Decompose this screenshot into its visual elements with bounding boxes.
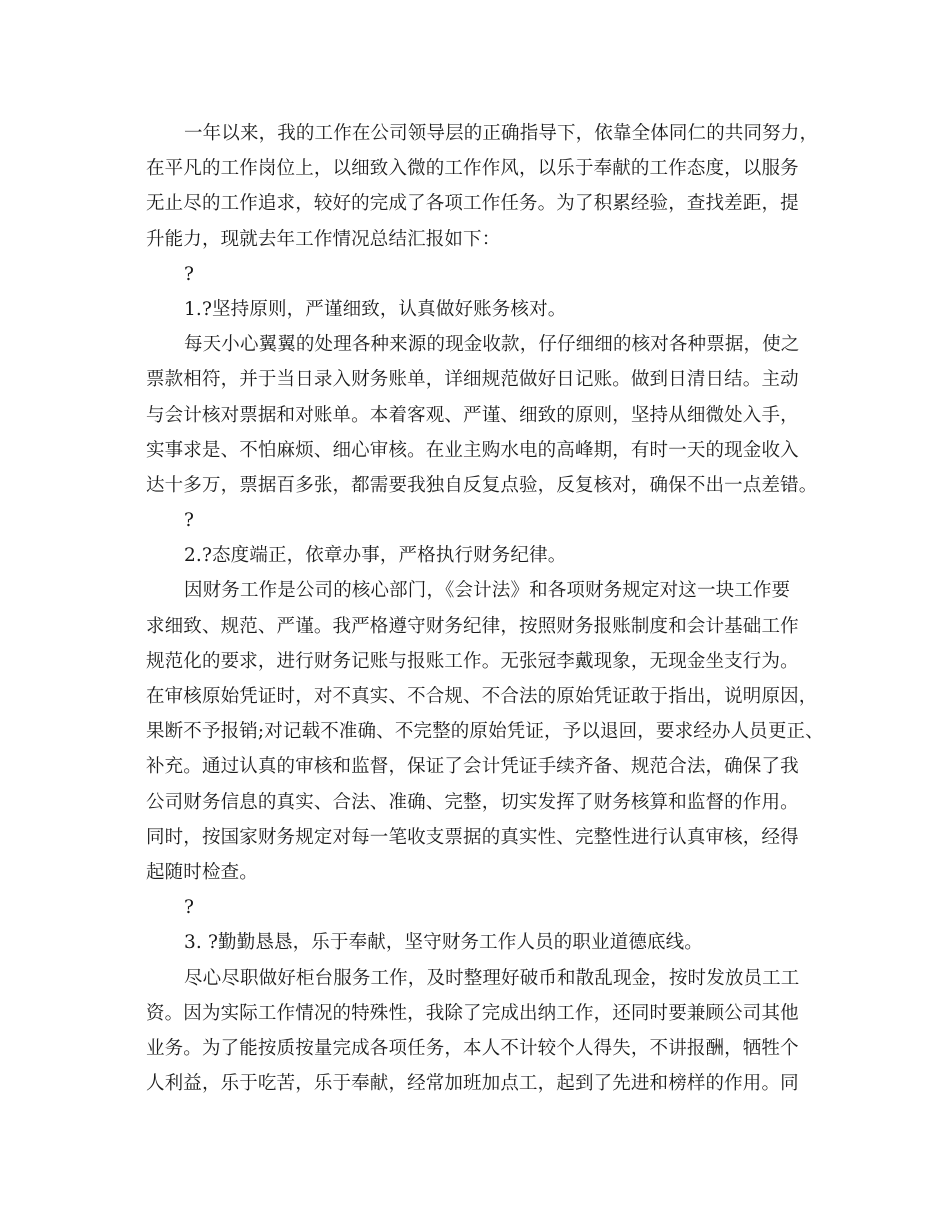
text-line: 因财务工作是公司的核心部门，《会计法》和各项财务规定对这一块工作要 — [184, 580, 791, 602]
text-line: 求细致、规范、严谨。我严格遵守财务纪律，按照财务报账制度和会计基础工作 — [146, 615, 799, 637]
text-line: 2.?态度端正，依章办事，严格执行财务纪律。 — [184, 545, 567, 567]
text-line: ? — [184, 510, 195, 532]
text-line: 补充。通过认真的审核和监督，保证了会计凭证手续齐备、规范合法，确保了我 — [146, 756, 799, 778]
text-line: 同时，按国家财务规定对每一笔收支票据的真实性、完整性进行认真审核，经得 — [146, 826, 799, 848]
text-line: ? — [184, 263, 195, 285]
text-line: 在平凡的工作岗位上，以细致入微的工作作风，以乐于奉献的工作态度，以服务 — [146, 158, 799, 180]
text-line: 业务。为了能按质按量完成各项任务，本人不计较个人得失，不讲报酬，牺牲个 — [146, 1037, 799, 1059]
text-line: 3. ?勤勤恳恳，乐于奉献，坚守财务工作人员的职业道德底线。 — [184, 932, 703, 954]
text-line: ? — [184, 897, 195, 919]
text-line: 与会计核对票据和对账单。本着客观、严谨、细致的原则，坚持从细微处入手， — [146, 404, 799, 426]
text-line: 达十多万，票据百多张，都需要我独自反复点验，反复核对，确保不出一点差错。 — [146, 474, 818, 496]
text-line: 1.?坚持原则，严谨细致，认真做好账务核对。 — [184, 298, 567, 320]
text-line: 升能力，现就去年工作情况总结汇报如下： — [146, 228, 501, 250]
text-line: 人利益，乐于吃苦，乐于奉献，经常加班加点工，起到了先进和榜样的作用。同 — [146, 1073, 799, 1095]
text-line: 起随时检查。 — [146, 861, 258, 883]
text-line: 一年以来，我的工作在公司领导层的正确指导下，依靠全体同仁的共同努力， — [184, 123, 819, 144]
document-body — [146, 116, 824, 1101]
text-line: 无止尽的工作追求，较好的完成了各项工作任务。为了积累经验，查找差距，提 — [146, 193, 799, 215]
text-line: 资。因为实际工作情况的特殊性，我除了完成出纳工作，还同时要兼顾公司其他 — [146, 1002, 799, 1024]
text-line: 果断不予报销;对记载不准确、不完整的原始凭证，予以退回，要求经办人员更正、 — [146, 721, 824, 743]
text-line: 尽心尽职做好柜台服务工作，及时整理好破币和散乱现金，按时发放员工工 — [184, 967, 800, 989]
text-line: 票款相符，并于当日录入财务账单，详细规范做好日记账。做到日清日结。主动 — [146, 369, 799, 391]
text-line: 规范化的要求，进行财务记账与报账工作。无张冠李戴现象，无现金坐支行为。 — [146, 650, 799, 672]
text-line: 在审核原始凭证时，对不真实、不合规、不合法的原始凭证敢于指出，说明原因， — [146, 686, 818, 707]
text-line: 公司财务信息的真实、合法、准确、完整，切实发挥了财务核算和监督的作用。 — [146, 791, 799, 813]
text-line: 每天小心翼翼的处理各种来源的现金收款，仔仔细细的核对各种票据，使之 — [184, 334, 800, 356]
text-line: 实事求是、不怕麻烦、细心审核。在业主购水电的高峰期，有时一天的现金收入 — [146, 439, 799, 461]
